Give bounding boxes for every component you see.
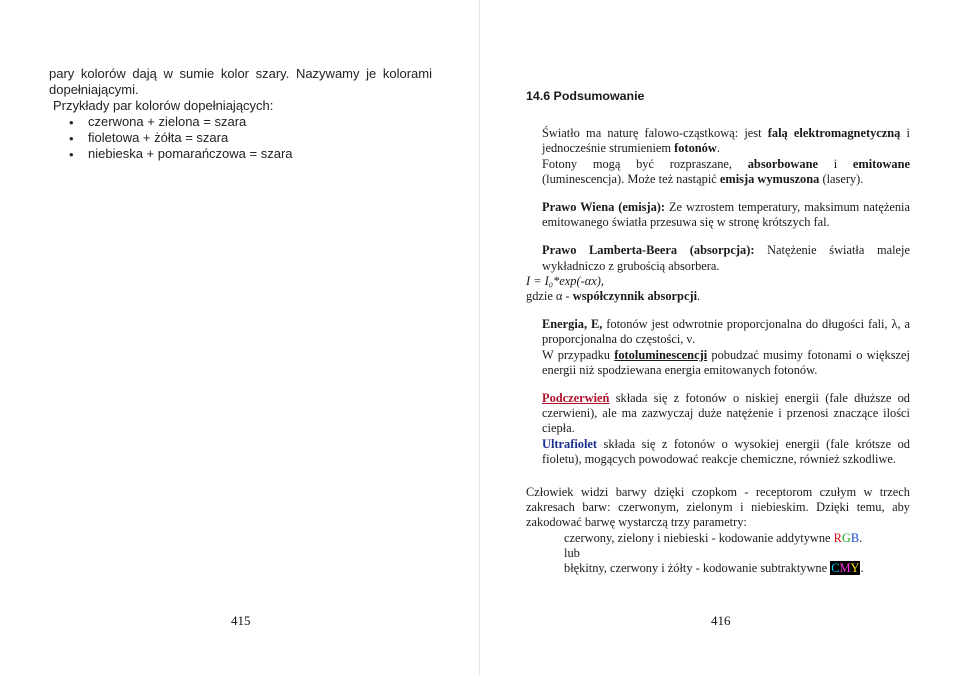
examples-list (49, 114, 432, 162)
page-number: 416 (711, 613, 731, 628)
bullet-icon: • (69, 131, 74, 146)
bullet-icon: • (69, 147, 74, 162)
intro-line-2: dopełniającymi. (49, 82, 139, 97)
summary-content (526, 89, 910, 589)
paragraph-energy: Energia, E, fotonów jest odwrotnie proporcjonalna do długości fali, λ, a proporcjonalna do częstości, ν. W przypadku fotoluminescencji pobudzać musimy fotonami o większej energii niż spodziewana energia emitowanych fotonów. (542, 317, 911, 377)
right-page (480, 0, 959, 675)
paragraph-ir-uv: Podczerwień składa się z fotonów o niskiej energii (fale dłuższe od czerwieni), ale ma zazwyczaj duże natężenie i przenosi znaczące ilości ciepła. Ultrafiolet składa się z fotonów o wysokiej energii (fale krótsze od fioletu), mogących powodować reakcje chemiczne, również szkodliwe. (542, 391, 910, 466)
cmy-line: błękitny, czerwony i żółty - kodowanie subtraktywne CMY. (564, 561, 864, 576)
list-item: • fioletowa + żółta = szara (69, 130, 229, 146)
intro-line-1: pary kolorów dają w sumie kolor szary. Nazywamy je kolorami (49, 66, 432, 81)
paragraph-wien: Prawo Wiena (emisja): Ze wzrostem temperatury, maksimum natężenia emitowanego światła przesuwa się w stronę krótszych fal. (542, 200, 910, 230)
formula: I = I₀*exp(-αx), (526, 273, 604, 288)
infrared-term: Podczerwień (542, 391, 610, 406)
examples-title: Przykłady par kolorów dopełniających: (53, 98, 274, 113)
or-line: lub (564, 545, 580, 560)
paragraph-color-vision: Człowiek widzi barwy dzięki czopkom - receptorom czułym w trzech zakresach barw: czerwonym, zielonym i niebieskim. Dzięki temu, aby zakodować barwę wystarczą trzy parametry: czerwony, zielony i niebieski - kodowanie addytywne RGB. lub błękitny, czerwony i żółty - kodowanie subtraktywne CMY. (526, 485, 910, 576)
ultraviolet-term: Ultrafiolet (542, 436, 598, 451)
section-heading: 14.6 Podsumowanie (526, 89, 645, 103)
list-item: • czerwona + zielona = szara (69, 114, 247, 130)
paragraph-lambert-beer: Prawo Lamberta-Beera (absorpcja): Natężenie światła maleje wykładniczo z grubością absorbera. I = I₀*exp(-αx), gdzie α - współczynnik absorpcji. (526, 243, 910, 304)
bullet-icon: • (69, 115, 74, 130)
rgb-line: czerwony, zielony i niebieski - kodowanie addytywne RGB. (564, 530, 863, 545)
page-number: 415 (231, 613, 251, 628)
cmy-label: CMY (831, 561, 860, 576)
intro-text (49, 66, 432, 162)
paragraph-light: Światło ma naturę falowo-cząstkową: jest falą elektromagnetyczną i jednocześnie strumieniem fotonów. Fotony mogą być rozpraszane, absorbowane i emitowane (luminescencja). Może też nastąpić emisja wymuszona (lasery). (542, 126, 911, 186)
left-page (0, 0, 479, 675)
list-item: • niebieska + pomarańczowa = szara (69, 146, 293, 162)
